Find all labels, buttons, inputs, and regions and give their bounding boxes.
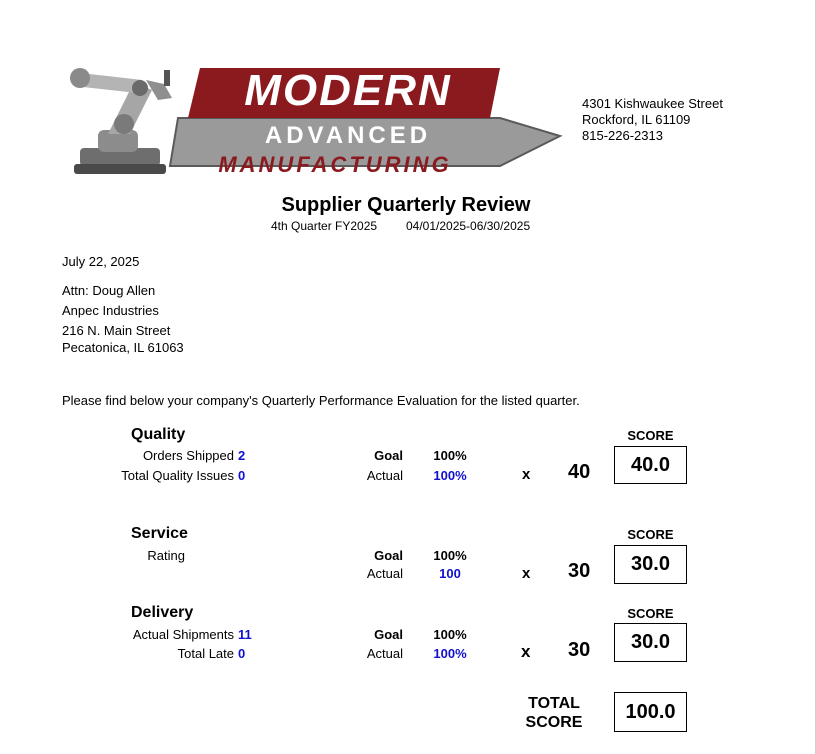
service-goal-value: 100% xyxy=(433,548,467,563)
quality-metric2-label: Total Quality Issues xyxy=(121,468,234,483)
recipient-street: 216 N. Main Street xyxy=(62,323,171,338)
quality-goal-value: 100% xyxy=(433,448,467,463)
quality-metric1-label: Orders Shipped xyxy=(142,448,234,463)
service-actual-value: 100 xyxy=(439,566,461,581)
service-multiply: x xyxy=(522,565,531,582)
company-address xyxy=(582,96,723,144)
recipient-company: Anpec Industries xyxy=(62,303,159,318)
company-logo xyxy=(60,60,570,185)
service-goal-label: Goal xyxy=(374,548,403,563)
total-label: TOTAL xyxy=(528,695,580,712)
company-phone: 815-226-2313 xyxy=(582,128,663,143)
delivery-metric1-value: 11 xyxy=(238,627,252,642)
service-heading: Service xyxy=(131,525,188,542)
quality-multiply: x xyxy=(522,466,531,483)
delivery-multiply: x xyxy=(521,642,531,661)
quality-actual-value: 100% xyxy=(433,468,467,483)
delivery-score-label: SCORE xyxy=(627,606,674,621)
total-score-box: 100.0 xyxy=(614,692,687,732)
company-city: Rockford, IL 61109 xyxy=(582,112,691,127)
quality-heading: Quality xyxy=(131,426,186,443)
service-metric1-label: Rating xyxy=(147,548,185,563)
report-quarter: 4th Quarter FY2025 xyxy=(271,219,378,233)
logo-line3: MANUFACTURING xyxy=(218,152,452,177)
total-score-label: SCORE xyxy=(525,714,583,731)
quality-score-box: 40.0 xyxy=(614,446,687,484)
quality-score-label: SCORE xyxy=(627,428,674,443)
delivery-score-box: 30.0 xyxy=(614,623,687,662)
intro-text: Please find below your company's Quarterly Performance Evaluation for the listed quarter. xyxy=(62,393,580,408)
quality-metric2-value: 0 xyxy=(238,468,246,483)
delivery-goal-label: Goal xyxy=(374,627,403,642)
delivery-metric2-label: Total Late xyxy=(177,646,234,661)
attn-line: Attn: Doug Allen xyxy=(62,283,156,298)
delivery-actual-label: Actual xyxy=(366,646,403,661)
company-street: 4301 Kishwaukee Street xyxy=(582,96,723,111)
logo-line2: ADVANCED xyxy=(264,122,432,149)
service-score-label: SCORE xyxy=(627,527,674,542)
delivery-metric1-label: Actual Shipments xyxy=(132,627,234,642)
service-score-box: 30.0 xyxy=(614,545,687,584)
delivery-actual-value: 100% xyxy=(433,646,467,661)
quality-metric1-value: 2 xyxy=(238,448,246,463)
quality-weight: 40 xyxy=(568,461,591,483)
service-actual-label: Actual xyxy=(366,566,403,581)
delivery-weight: 30 xyxy=(568,639,591,661)
report-date-range: 04/01/2025-06/30/2025 xyxy=(406,219,531,233)
recipient-city: Pecatonica, IL 61063 xyxy=(62,340,184,355)
delivery-goal-value: 100% xyxy=(433,627,467,642)
quality-goal-label: Goal xyxy=(374,448,403,463)
delivery-metric2-value: 0 xyxy=(238,646,246,661)
quality-actual-label: Actual xyxy=(366,468,403,483)
service-weight: 30 xyxy=(568,560,591,582)
letter-date: July 22, 2025 xyxy=(62,254,140,269)
logo-line1: MODERN xyxy=(244,66,452,115)
report-title: Supplier Quarterly Review xyxy=(281,194,531,216)
delivery-heading: Delivery xyxy=(131,604,194,621)
